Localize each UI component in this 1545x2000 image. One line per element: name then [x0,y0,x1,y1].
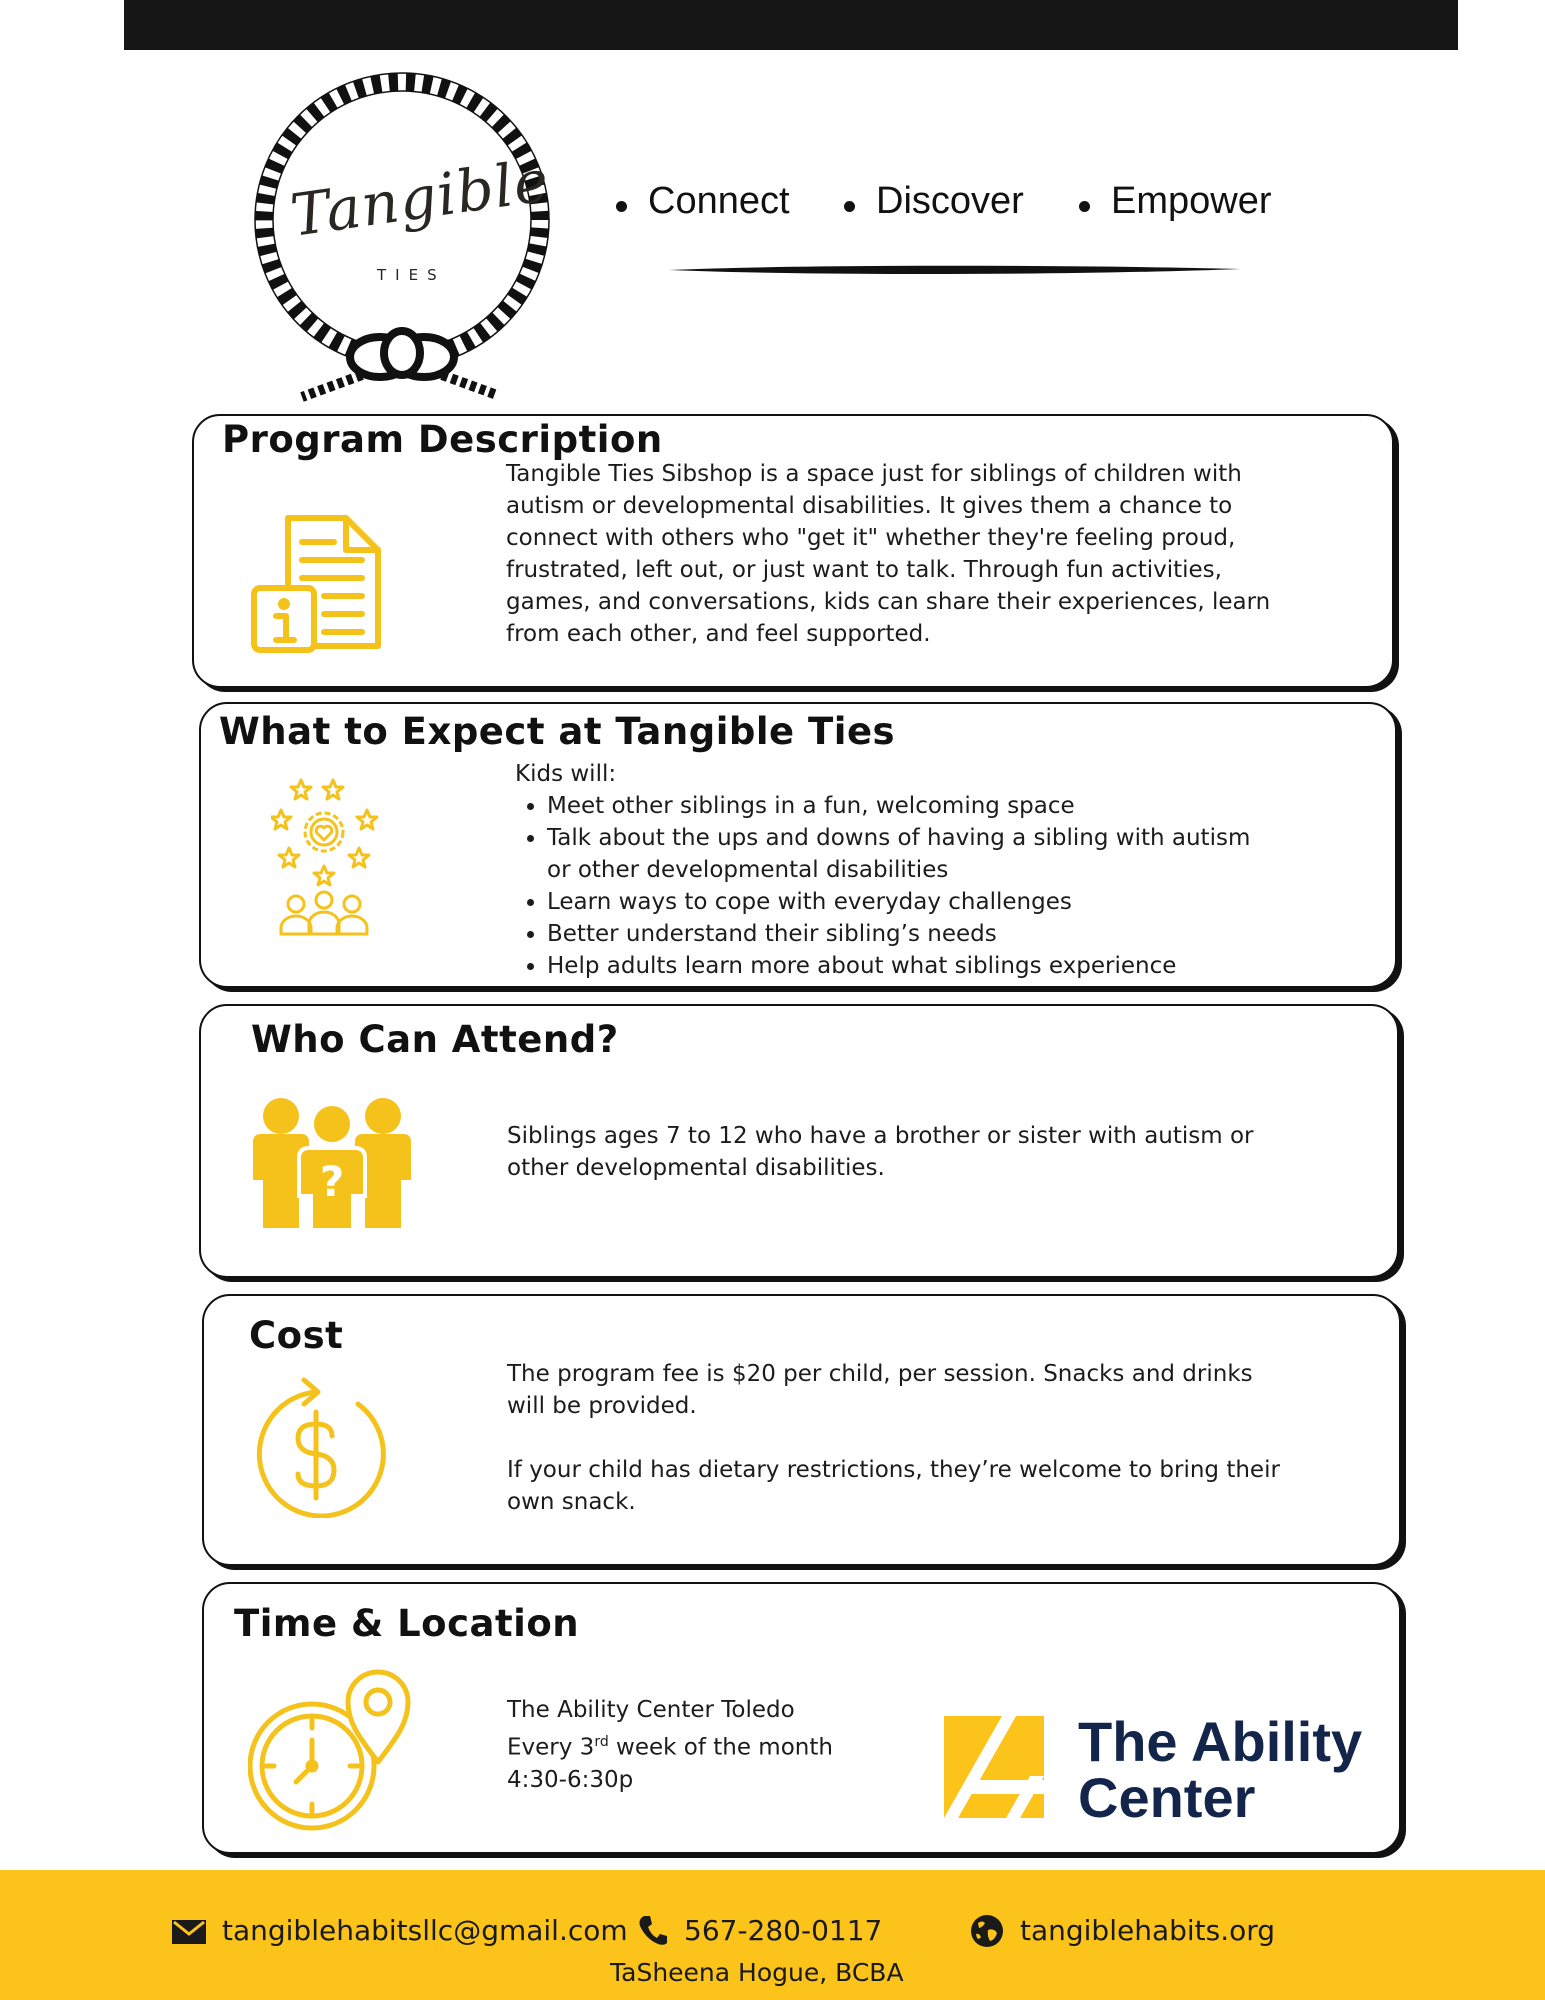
footer-phone[interactable]: 567-280-0117 [684,1914,883,1947]
program-description-text: Tangible Ties Sibshop is a space just for siblings of children with autism or developmental disabilities. It gives them a chance to connect with others who "get it" whether they're feeling proud, frustrated, left out, or just want to talk. Through fun activities, games, and conversations, kids can share their experiences, learn from each other, and feel supported. [506,461,1271,647]
cost-paragraph-1: The program fee is $20 per child, per session. Snacks and drinks will be provided. [507,1361,1253,1419]
program-description-card [192,414,1394,688]
logo-sub-text: TIES [377,266,446,284]
globe-icon [970,1914,1004,1948]
logo-script-text: Tangible [286,146,554,250]
footer [0,1870,1545,2000]
tagline-discover: Discover [876,180,1024,222]
section-title: Who Can Attend? [251,1018,619,1061]
list-item: • Talk about the ups and downs of having a sibling with autism or other developmental disabilities [547,822,1275,886]
footer-email[interactable]: tangiblehabitsllc@gmail.com [222,1914,628,1947]
expect-intro: Kids will: [515,761,617,787]
cost-card [202,1294,1401,1566]
family-question-icon [249,1096,415,1230]
who-can-attend-card [199,1004,1399,1278]
document-info-icon [250,514,390,654]
section-title: What to Expect at Tangible Ties [219,710,896,753]
email-icon [172,1920,206,1944]
list-item: • Better understand their sibling’s needs [547,918,1275,950]
phone-icon [638,1914,668,1946]
tagline-empower: Empower [1111,180,1272,222]
time-location-text [507,1694,927,1796]
expect-content [515,758,1275,982]
tagline [612,180,1292,230]
svg-text:?: ? [319,1157,345,1206]
footer-contact-name: TaSheena Hogue, BCBA [610,1958,904,1987]
brush-underline [665,262,1245,278]
clock-location-icon [248,1666,422,1836]
what-to-expect-card [199,702,1397,988]
section-title: Cost [249,1314,344,1357]
ability-center-logo-icon [944,1716,1044,1818]
time-location-card [202,1582,1401,1854]
cost-paragraph-2: If your child has dietary restrictions, they’re welcome to bring their own snack. [507,1457,1280,1515]
hours: 4:30-6:30p [507,1766,634,1793]
location-name: The Ability Center Toledo [507,1697,795,1723]
top-bar [124,0,1458,50]
attend-text: Siblings ages 7 to 12 who have a brother or sister with autism or other developmental disabilities. [507,1123,1254,1181]
cost-text [507,1358,1297,1518]
expect-list [515,790,1275,982]
tagline-connect: Connect [648,180,790,222]
dollar-refresh-icon [246,1374,386,1518]
ability-center-name: The Ability Center [1078,1710,1363,1829]
footer-website[interactable]: tangiblehabits.org [1020,1914,1276,1947]
schedule: Every 3rd week of the month [507,1734,833,1761]
section-title: Time & Location [234,1602,580,1645]
list-item: • Help adults learn more about what siblings experience [547,950,1275,982]
stars-people-icon [271,778,381,938]
list-item: • Meet other siblings in a fun, welcoming space [547,790,1275,822]
section-title: Program Description [222,418,663,461]
list-item: • Learn ways to cope with everyday challenges [547,886,1275,918]
tangible-ties-logo [250,72,560,402]
